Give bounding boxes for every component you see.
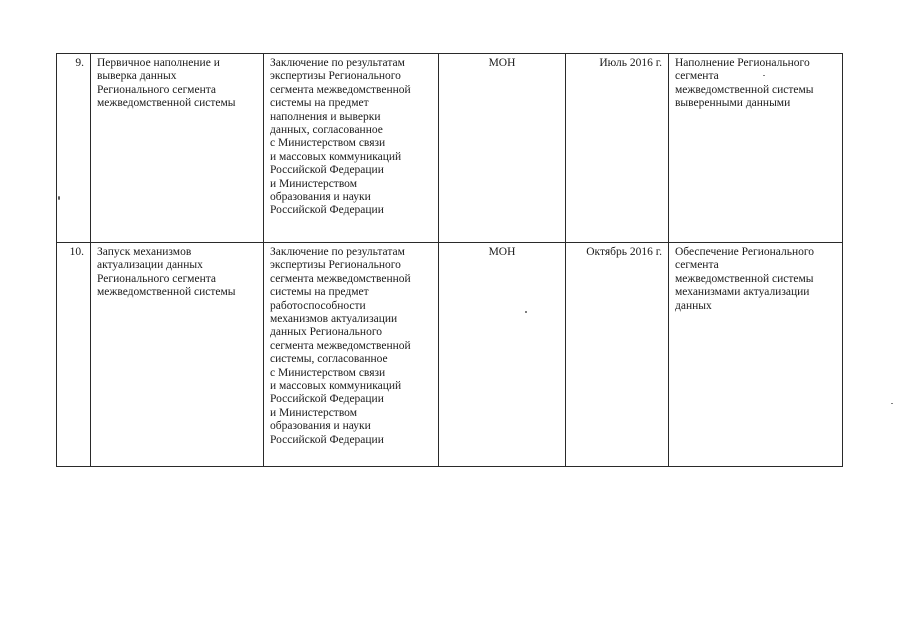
deadline-cell: Октябрь 2016 г. <box>566 243 669 467</box>
executor-cell: МОН <box>439 54 566 243</box>
result-line: сегмента <box>675 70 719 83</box>
document-line: образования и науки <box>270 191 371 204</box>
activity-name-line: Регионального сегмента <box>97 83 216 96</box>
document-line: экспертизы Регионального <box>270 70 401 83</box>
document-line: Заключение по результатам <box>270 246 405 258</box>
document-line: Российской Федерации <box>270 433 384 446</box>
document-line: и Министерством <box>270 177 357 190</box>
document-line: и Министерством <box>270 406 357 419</box>
result-line: Обеспечение Регионального <box>675 246 815 258</box>
table-row <box>57 243 843 467</box>
document-cell <box>264 243 439 467</box>
scan-speck <box>525 311 527 313</box>
activity-name-line: Первичное наполнение и <box>97 57 220 69</box>
result-line: Наполнение Регионального <box>675 57 810 69</box>
result-line: межведомственной системы <box>675 83 814 96</box>
result-line: выверенными данными <box>675 97 791 110</box>
document-line: Российской Федерации <box>270 204 384 217</box>
document-line: сегмента межведомственной <box>270 83 411 96</box>
activity-name-cell <box>91 54 264 243</box>
deadline-cell: Июль 2016 г. <box>566 54 669 243</box>
result-line: данных <box>675 299 712 312</box>
document-line: Заключение по результатам <box>270 57 405 69</box>
row-number: 10. <box>57 243 91 467</box>
document-line: системы на предмет <box>270 286 369 299</box>
document-line: экспертизы Регионального <box>270 259 401 272</box>
document-line: сегмента межведомственной <box>270 339 411 352</box>
document-line: Российской Федерации <box>270 164 384 177</box>
document-line: данных, согласованное <box>270 124 383 137</box>
document-line: с Министерством связи <box>270 366 386 379</box>
scan-speck <box>58 196 60 200</box>
result-cell <box>669 243 843 467</box>
document-line: и массовых коммуникаций <box>270 380 402 393</box>
scan-speck <box>891 403 893 404</box>
document-line: и массовых коммуникаций <box>270 150 402 163</box>
document-line: Российской Федерации <box>270 393 384 406</box>
result-line: сегмента <box>675 259 719 272</box>
document-line: системы на предмет <box>270 97 369 110</box>
activity-name-line: актуализации данных <box>97 259 203 272</box>
scan-speck <box>763 75 765 76</box>
document-cell <box>264 54 439 243</box>
document-line: образования и науки <box>270 420 371 433</box>
result-cell <box>669 54 843 243</box>
document-line: работоспособности <box>270 299 366 312</box>
row-number: 9. <box>57 54 91 243</box>
activity-name-line: Регионального сегмента <box>97 272 216 285</box>
executor-cell: МОН <box>439 243 566 467</box>
result-line: межведомственной системы <box>675 272 814 285</box>
activity-name-cell <box>91 243 264 467</box>
document-line: данных Регионального <box>270 326 383 339</box>
table-row <box>57 54 843 243</box>
document-line: сегмента межведомственной <box>270 272 411 285</box>
document-line: механизмов актуализации <box>270 313 398 326</box>
activity-name-line: межведомственной системы <box>97 286 236 299</box>
document-line: с Министерством связи <box>270 137 386 150</box>
result-line: механизмами актуализации <box>675 286 810 299</box>
activity-name-line: Запуск механизмов <box>97 246 192 258</box>
activity-name-line: межведомственной системы <box>97 97 236 110</box>
activity-name-line: выверка данных <box>97 70 177 83</box>
document-line: системы, согласованное <box>270 353 388 366</box>
document-line: наполнения и выверки <box>270 110 381 123</box>
plan-table <box>56 53 843 467</box>
